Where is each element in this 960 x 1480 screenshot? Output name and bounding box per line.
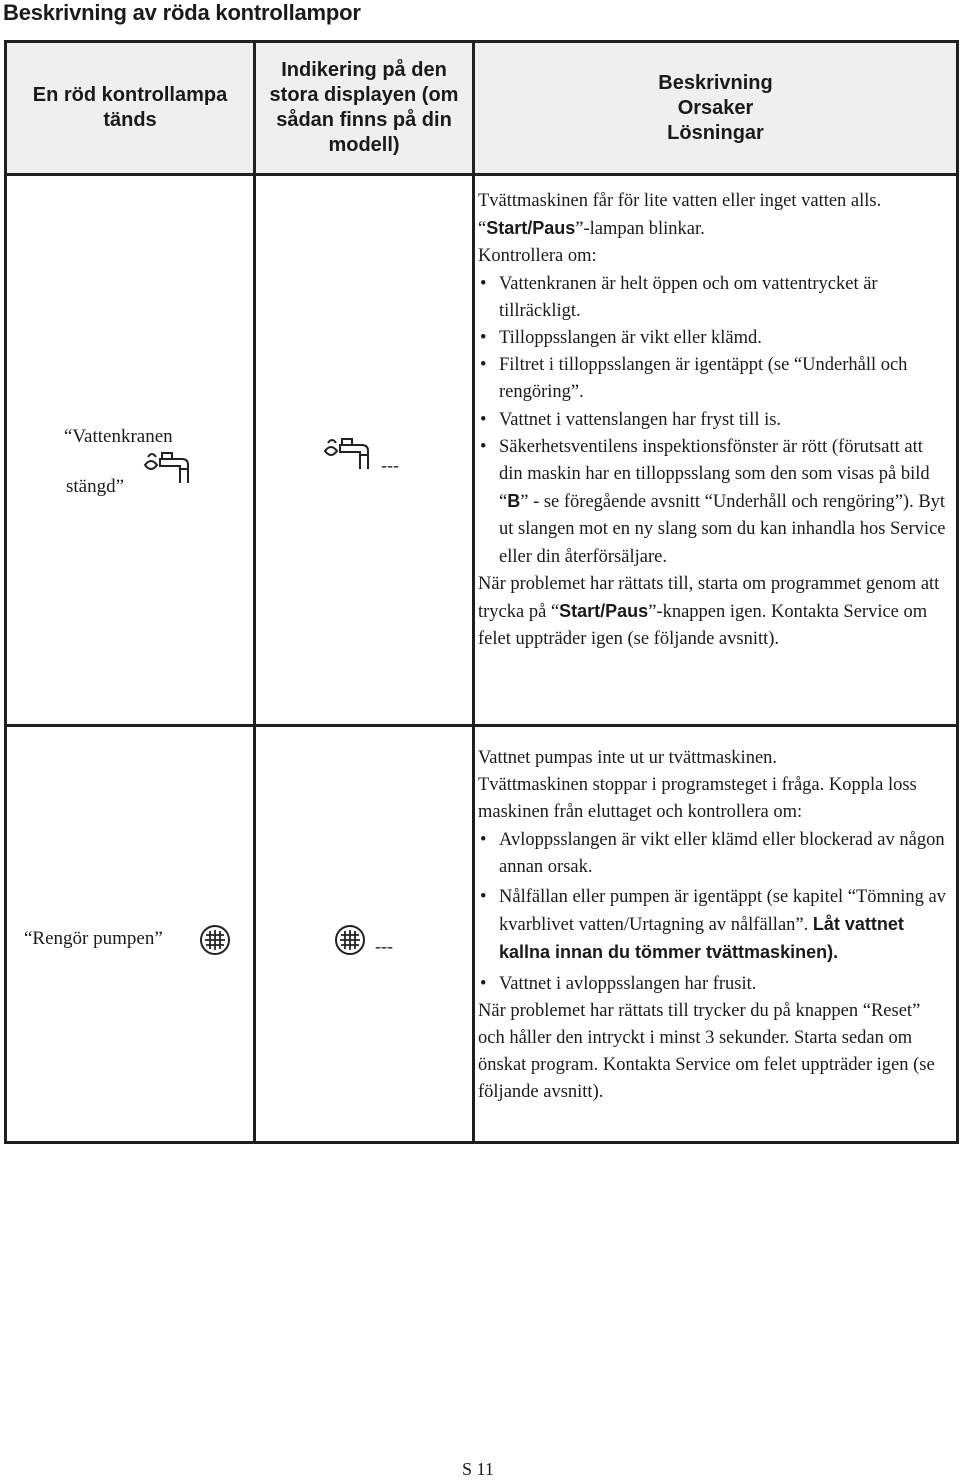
header-col-description: Beskrivning Orsaker Lösningar	[658, 71, 773, 144]
list-item: • Vattenkranen är helt öppen och om vattentrycket är tillräckligt.	[478, 271, 946, 325]
list-item: • Filtret i tilloppsslangen är igentäppt (se “Underhåll och rengöring”.	[478, 352, 946, 406]
row1-causes-list	[478, 271, 946, 571]
row2-line2: Tvättmaskinen stoppar i programsteget i fråga. Koppla loss maskinen från eluttaget och kontrollera om:	[478, 775, 917, 823]
row1-description	[478, 188, 946, 653]
list-item: • Vattnet i vattenslangen har fryst till is.	[478, 407, 946, 434]
row2-line1: Vattnet pumpas inte ut ur tvättmaskinen.	[478, 748, 778, 768]
display-tap-icon	[322, 433, 374, 473]
row2-lamp-label: “Rengör pumpen”	[24, 928, 163, 949]
display-pump-filter-icon	[334, 924, 366, 956]
header-col-lamp: En röd kontrollampa tänds	[32, 84, 228, 131]
list-item: • Nålfällan eller pumpen är igentäppt (se kapitel “Tömning av kvarblivet vatten/Urtagning av nålfällan”. Låt vattnet kallna innan du tömmer tvättmaskinen).	[478, 884, 946, 968]
list-item: • Avloppsslangen är vikt eller klämd eller blockerad av någon annan orsak.	[478, 827, 946, 881]
row1-intro: Tvättmaskinen får för lite vatten eller inget vatten alls. “Start/Paus”-lampan blinkar.	[478, 191, 882, 240]
column-divider-2	[472, 40, 475, 1144]
list-item: • Vattnet i avloppsslangen har frusit.	[478, 971, 946, 998]
page-number: S 11	[462, 1459, 494, 1479]
page-title: Beskrivning av röda kontrollampor	[3, 0, 361, 25]
pump-filter-icon	[199, 924, 231, 956]
row2-display-value: ---	[375, 936, 393, 956]
list-item: • Tilloppsslangen är vikt eller klämd.	[478, 325, 946, 352]
column-divider-1	[253, 40, 256, 1144]
row2-description	[478, 745, 946, 1107]
tap-icon	[142, 447, 194, 487]
row-divider	[4, 724, 959, 727]
row2-reset-instruction: När problemet har rättats till trycker du på knappen “Reset” och håller den intryckt i minst 3 sekunder. Starta sedan om önskat program. Kontakta Service om felet uppträder igen (se följande avsnitt).	[478, 1000, 935, 1103]
row1-check-label: Kontrollera om:	[478, 246, 597, 267]
header-divider	[4, 173, 959, 176]
row1-restart-instruction: När problemet har rättats till, starta om programmet genom att trycka på “Start/Paus”-knappen igen. Kontakta Service om felet uppträder igen (se följande avsnitt).	[478, 573, 940, 650]
row1-lamp-label: “Vattenkranen stängd”	[64, 426, 173, 497]
list-item: • Säkerhetsventilens inspektionsfönster är rött (förutsatt att din maskin har en tilloppsslang som den som visas på bild “B” - se föregående avsnitt “Underhåll och rengöring”). Byt ut slangen mot en ny slang som du kan inhandla hos Service eller din återförsäljare.	[478, 434, 946, 571]
header-col-display: Indikering på den stora displayen (om sådan finns på din modell)	[269, 59, 459, 156]
row2-causes-list	[478, 827, 946, 998]
row1-display-value: ---	[381, 455, 399, 475]
